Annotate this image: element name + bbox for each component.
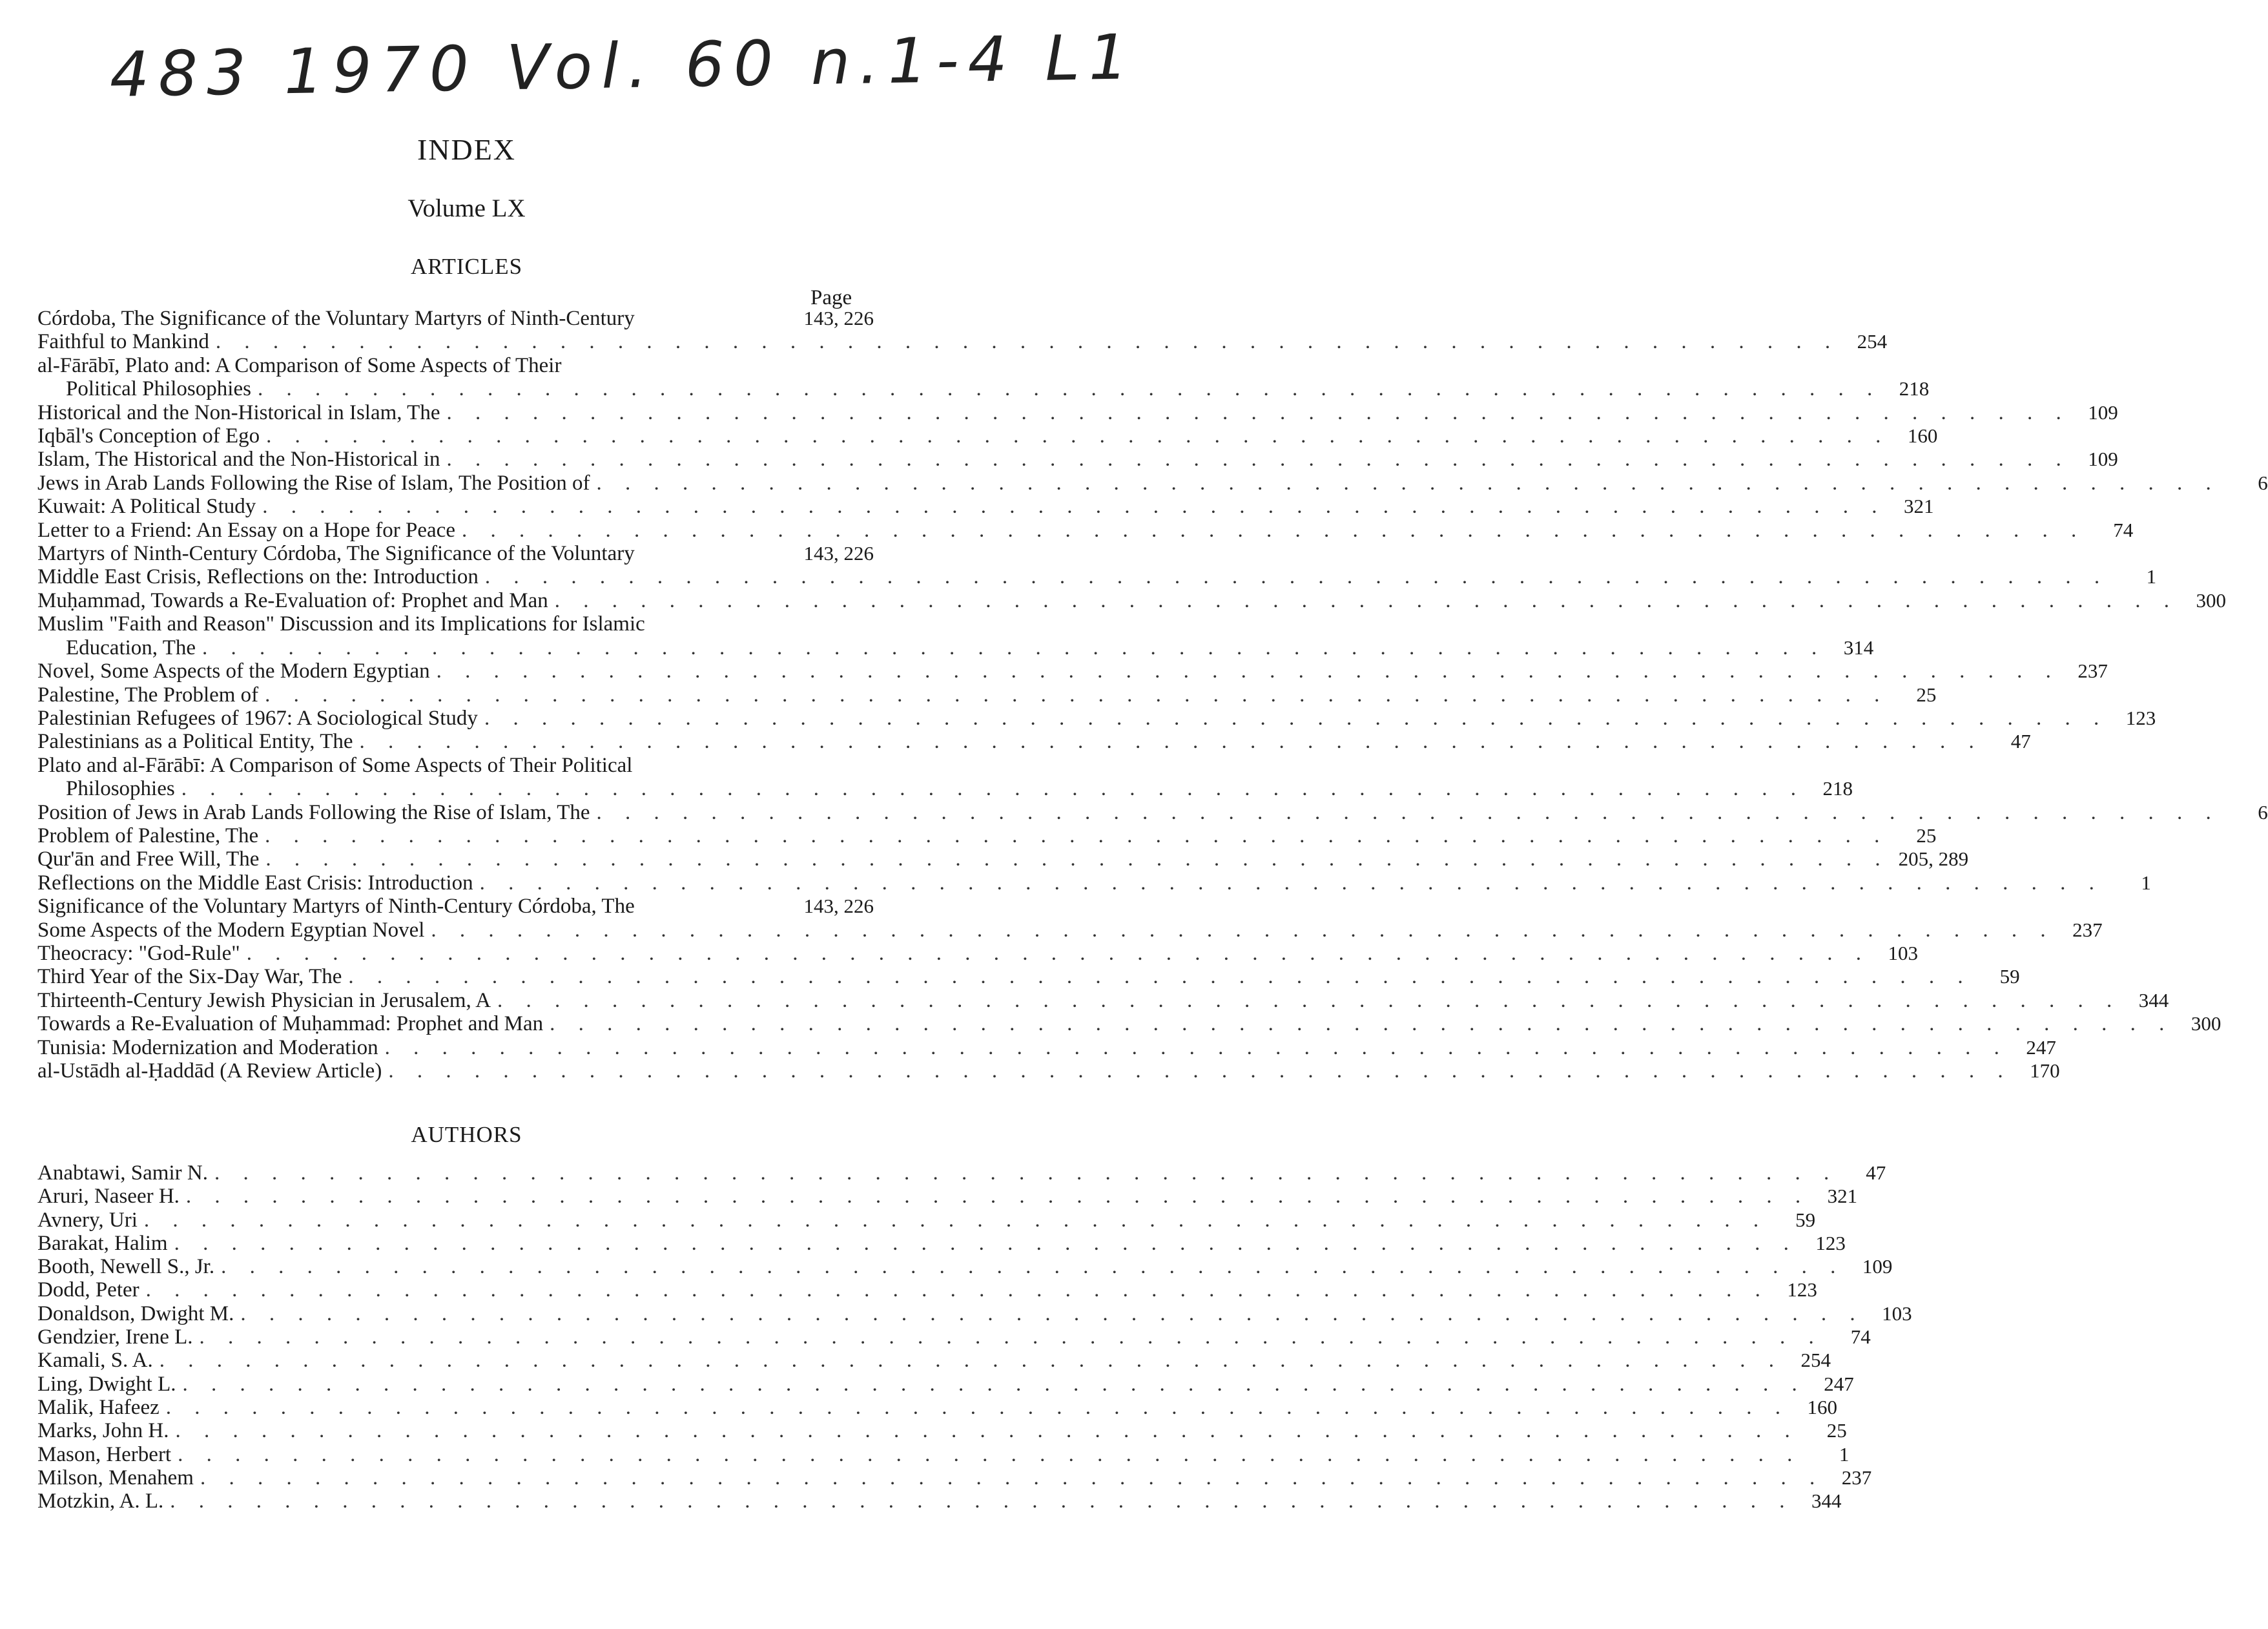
index-entry — [37, 377, 1930, 401]
dot-leader — [424, 918, 2054, 942]
dot-leader — [378, 1036, 2008, 1059]
entry-title: Some Aspects of the Modern Egyptian Novel — [37, 918, 425, 942]
entry-title: Historical and the Non-Historical in Islam, The — [37, 400, 440, 424]
index-entry — [37, 1395, 1837, 1419]
articles-heading: ARTICLES — [410, 254, 523, 279]
entry-title: Position of Jews in Arab Lands Following the Rise of Islam, The — [37, 800, 590, 824]
dot-leader — [473, 871, 2103, 895]
index-entry — [37, 1349, 1831, 1373]
entry-title: Muḥammad, Towards a Re-Evaluation of: Prophet and Man — [37, 588, 548, 612]
index-entry — [37, 1035, 2056, 1059]
entry-title: Mason, Herbert — [37, 1442, 172, 1466]
entry-page: 25 — [1916, 824, 1937, 847]
index-entry — [37, 1466, 1872, 1489]
dot-leader — [590, 472, 2220, 495]
entry-page: 314 — [1843, 636, 1874, 659]
index-entry — [37, 354, 874, 377]
dot-leader — [176, 1373, 1806, 1396]
entry-title: Islam, The Historical and the Non-Historical in — [37, 448, 440, 472]
index-entry — [37, 400, 2118, 424]
entry-page: 143, 226 — [803, 542, 874, 565]
index-entry — [37, 941, 1918, 965]
index-entry — [37, 800, 2268, 824]
entry-page: 74 — [2113, 518, 2134, 541]
entry-title: Córdoba, The Significance of the Voluntary Martyrs of Ninth-Century — [37, 307, 635, 330]
dot-leader — [430, 659, 2060, 683]
volume-title: Volume LX — [407, 194, 526, 222]
index-entry — [37, 1231, 1846, 1255]
entry-page: 103 — [1888, 941, 1918, 964]
entry-title: Kuwait: A Political Study — [37, 495, 256, 519]
dot-leader — [153, 1349, 1783, 1372]
dot-leader — [258, 683, 1888, 707]
entry-title: Aruri, Naseer H. — [37, 1185, 180, 1209]
entry-title: Significance of the Voluntary Martyrs of Ninth-Century Córdoba, The — [37, 895, 635, 918]
entry-title: Barakat, Halim — [37, 1231, 168, 1255]
index-entry — [37, 1278, 1817, 1302]
entry-page: 247 — [2026, 1035, 2056, 1059]
dot-leader — [180, 1185, 1809, 1208]
entry-page: 109 — [1862, 1255, 1893, 1278]
page-column-label: Page — [810, 286, 852, 309]
dot-leader — [193, 1326, 1823, 1349]
entry-title: al-Ustādh al-Ḥaddād (A Review Article) — [37, 1059, 382, 1083]
entry-title: Towards a Re-Evaluation of Muḥammad: Prophet and Man — [37, 1012, 544, 1036]
entry-title: Reflections on the Middle East Crisis: Introduction — [37, 871, 473, 895]
dot-leader — [440, 401, 2070, 424]
entry-page: 321 — [1827, 1185, 1858, 1208]
entry-title: Malik, Hafeez — [37, 1395, 160, 1419]
entry-page: 300 — [2196, 588, 2226, 612]
authors-list — [37, 1161, 1912, 1513]
entry-page: 344 — [1811, 1489, 1842, 1513]
entry-page: 143, 226 — [803, 307, 874, 329]
dot-leader — [478, 707, 2108, 730]
index-entry — [37, 871, 2151, 895]
entry-title: Faithful to Mankind — [37, 330, 209, 354]
entry-title: Plato and al-Fārābī: A Comparison of Some Aspects of Their Political — [37, 753, 633, 777]
entry-page: 254 — [1857, 330, 1888, 353]
index-entry — [37, 448, 2118, 472]
dot-leader — [175, 777, 1805, 800]
dot-leader — [168, 1232, 1798, 1255]
index-entry — [37, 965, 2020, 989]
index-entry — [37, 1419, 1847, 1443]
dot-leader — [479, 565, 2108, 588]
entry-page: 218 — [1899, 377, 1930, 400]
index-entry — [37, 1012, 2222, 1036]
index-entry — [37, 424, 1938, 448]
index-entry — [37, 754, 874, 777]
entry-title: Letter to a Friend: An Essay on a Hope for Peace — [37, 518, 455, 542]
entry-title: Tunisia: Modernization and Moderation — [37, 1035, 378, 1059]
entry-page: 237 — [2072, 918, 2103, 941]
index-entry — [37, 1255, 1893, 1279]
entry-page: 74 — [1850, 1325, 1871, 1349]
entry-page: 143, 226 — [803, 895, 874, 918]
index-entry — [37, 777, 1853, 801]
index-entry — [37, 1442, 1850, 1466]
entry-page: 344 — [2138, 988, 2169, 1012]
index-entry — [37, 307, 874, 330]
entry-title: Motzkin, A. L. — [37, 1489, 164, 1513]
entry-page: 205, 289 — [1898, 847, 1969, 871]
dot-leader — [491, 989, 2121, 1012]
entry-title: Ling, Dwight L. — [37, 1372, 176, 1396]
entry-title: Middle East Crisis, Reflections on the: Introduction — [37, 565, 479, 589]
dot-leader — [590, 801, 2220, 824]
dot-leader — [256, 495, 1886, 518]
entry-page: 25 — [1916, 683, 1937, 706]
entry-title: Problem of Palestine, The — [37, 824, 259, 847]
entry-page: 170 — [2030, 1059, 2060, 1082]
entry-title: Dodd, Peter — [37, 1278, 139, 1302]
index-entry — [37, 565, 2157, 589]
entry-page: 6 — [2258, 800, 2268, 824]
entry-title: Qur'ān and Free Will, The — [37, 847, 260, 871]
index-entry — [37, 1161, 1886, 1185]
dot-leader — [548, 589, 2178, 612]
dot-leader — [196, 636, 1826, 659]
entry-title: Gendzier, Irene L. — [37, 1325, 193, 1349]
entry-page: 1 — [2141, 871, 2151, 894]
entry-title: Kamali, S. A. — [37, 1349, 153, 1373]
entry-page: 160 — [1807, 1395, 1837, 1418]
dot-leader — [138, 1209, 1768, 1232]
entry-page: 25 — [1826, 1419, 1847, 1442]
entry-page: 237 — [1841, 1466, 1872, 1489]
entry-page: 123 — [1815, 1231, 1846, 1254]
entry-title: Thirteenth-Century Jewish Physician in Jerusalem, A — [37, 988, 491, 1012]
entry-page: 247 — [1824, 1372, 1854, 1395]
entry-title: Avnery, Uri — [37, 1208, 138, 1232]
entry-page: 300 — [2191, 1012, 2222, 1035]
entry-page: 123 — [1787, 1278, 1817, 1302]
index-entry — [37, 471, 2268, 495]
dot-leader — [169, 1420, 1799, 1442]
entry-page: 103 — [1882, 1302, 1912, 1325]
entry-title: Jews in Arab Lands Following the Rise of Islam, The Position of — [37, 471, 590, 495]
entry-title: Philosophies — [66, 777, 175, 801]
entry-page: 254 — [1800, 1349, 1831, 1372]
entry-title: Third Year of the Six-Day War, The — [37, 965, 342, 989]
dot-leader — [259, 847, 1889, 871]
index-entry — [37, 612, 874, 636]
index-entry — [37, 730, 2031, 754]
entry-page: 1 — [1839, 1442, 1850, 1466]
dot-leader — [139, 1279, 1769, 1302]
articles-list — [37, 307, 2268, 1083]
dot-leader — [194, 1467, 1824, 1489]
dot-leader — [342, 965, 1972, 988]
index-entry — [37, 330, 1888, 354]
entry-title: Palestinian Refugees of 1967: A Sociological Study — [37, 706, 478, 730]
entry-page: 59 — [1795, 1208, 1816, 1231]
entry-title: Political Philosophies — [66, 377, 251, 401]
dot-leader — [160, 1396, 1789, 1419]
entry-page: 237 — [2077, 659, 2108, 683]
entry-title: Theocracy: "God-Rule" — [37, 941, 240, 965]
dot-leader — [240, 942, 1870, 965]
entry-page: 109 — [2088, 448, 2118, 471]
index-entry — [37, 1372, 1854, 1396]
entry-title: Iqbāl's Conception of Ego — [37, 424, 260, 448]
entry-page: 6 — [2258, 471, 2268, 494]
index-entry — [37, 588, 2226, 612]
entry-title: Novel, Some Aspects of the Modern Egyptian — [37, 659, 430, 683]
handwritten-note: 483 1970 Vol. 60 n.1-4 L1 — [108, 21, 1138, 111]
entry-title: Booth, Newell S., Jr. — [37, 1255, 215, 1279]
entry-page: 1 — [2146, 565, 2157, 588]
entry-page: 59 — [1999, 965, 2020, 988]
entry-page: 109 — [2088, 400, 2118, 424]
dot-leader — [353, 730, 1983, 753]
entry-title: al-Fārābī, Plato and: A Comparison of Some Aspects of Their — [37, 353, 562, 377]
entry-title: Martyrs of Ninth-Century Córdoba, The Significance of the Voluntary — [37, 542, 635, 566]
entry-page: 160 — [1907, 424, 1938, 448]
entry-page: 123 — [2125, 706, 2156, 729]
index-entry — [37, 895, 874, 918]
index-entry — [37, 1185, 1858, 1209]
index-entry — [37, 683, 1937, 707]
index-entry — [37, 847, 1969, 871]
index-entry — [37, 918, 2103, 942]
index-entry — [37, 824, 1937, 847]
entry-title: Donaldson, Dwight M. — [37, 1302, 234, 1325]
index-entry — [37, 659, 2108, 683]
index-entry — [37, 495, 1934, 519]
entry-title: Anabtawi, Samir N. — [37, 1161, 208, 1185]
index-entry — [37, 636, 1874, 659]
index-entry — [37, 542, 874, 565]
entry-title: Palestine, The Problem of — [37, 683, 259, 707]
entry-page: 218 — [1822, 777, 1853, 800]
authors-heading: AUTHORS — [411, 1122, 522, 1147]
entry-title: Milson, Menahem — [37, 1466, 194, 1489]
dot-leader — [382, 1059, 2012, 1083]
dot-leader — [543, 1012, 2173, 1035]
dot-leader — [163, 1490, 1793, 1513]
dot-leader — [234, 1303, 1864, 1325]
dot-leader — [214, 1256, 1844, 1278]
entry-page: 47 — [1866, 1161, 1886, 1184]
index-entry — [37, 988, 2169, 1012]
index-entry — [37, 1208, 1816, 1232]
index-entry — [37, 1302, 1912, 1325]
dot-leader — [209, 330, 1839, 353]
dot-leader — [258, 824, 1888, 847]
entry-title: Marks, John H. — [37, 1419, 169, 1443]
dot-leader — [455, 519, 2085, 542]
dot-leader — [260, 424, 1890, 448]
dot-leader — [208, 1162, 1838, 1185]
index-entry — [37, 518, 2134, 542]
index-title: INDEX — [417, 133, 517, 166]
entry-title: Muslim "Faith and Reason" Discussion and its Implications for Islamic — [37, 612, 645, 636]
index-entry — [37, 1059, 2060, 1083]
dot-leader — [171, 1444, 1801, 1466]
index-entry — [37, 1489, 1842, 1513]
entry-page: 47 — [2010, 730, 2031, 753]
entry-title: Education, The — [66, 636, 196, 659]
dot-leader — [251, 377, 1881, 400]
entry-page: 321 — [1904, 495, 1934, 518]
index-entry — [37, 1325, 1871, 1349]
dot-leader — [440, 448, 2070, 471]
index-entry — [37, 706, 2156, 730]
entry-title: Palestinians as a Political Entity, The — [37, 730, 353, 754]
